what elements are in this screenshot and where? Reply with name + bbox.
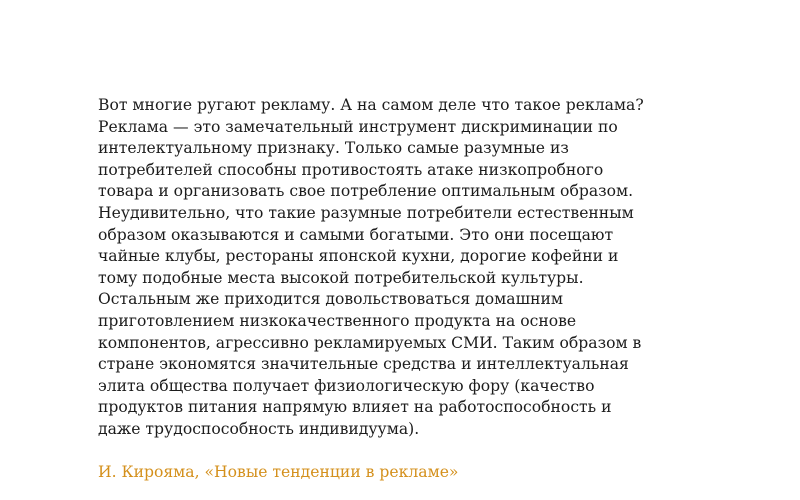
quote-line: Вот многие ругают рекламу. А на самом деле что такое реклама?	[98, 96, 644, 114]
quote-line: даже трудоспособность индивидуума).	[98, 419, 420, 438]
quote-text	[98, 95, 718, 441]
quote-line: потребителей способны противостоять атаке низкопробного	[98, 160, 604, 179]
quote-line: чайные клубы, рестораны японской кухни, дорогие кофейни и	[98, 247, 619, 266]
quote-line: продуктов питания напрямую влияет на работоспособность и	[98, 398, 612, 417]
quote-line: образом оказываются и самыми богатыми. Это они посещают	[98, 225, 614, 244]
quote-line: элита общества получает физиологическую фору (качество	[98, 376, 595, 395]
quote-line: приготовлением низкокачественного продукта на основе	[98, 311, 577, 330]
quote-block	[98, 95, 718, 483]
quote-line: тому подобные места высокой потребительской культуры.	[98, 268, 584, 287]
quote-line: товара и организовать свое потребление оптимальным образом.	[98, 182, 634, 201]
quote-line: Реклама — это замечательный инструмент дискриминации по	[98, 117, 618, 136]
quote-attribution: И. Кирояма, «Новые тенденции в рекламе»	[98, 462, 459, 481]
quote-line: компонентов, агрессивно рекламируемых СМИ. Таким образом в	[98, 333, 642, 352]
quote-line: стране экономятся значительные средства и интеллектуальная	[98, 355, 629, 374]
quote-line: Остальным же приходится довольствоваться домашним	[98, 290, 563, 309]
quote-line: интелектуальному признаку. Только самые разумные из	[98, 139, 569, 158]
quote-line: Неудивительно, что такие разумные потребители естественным	[98, 203, 634, 222]
